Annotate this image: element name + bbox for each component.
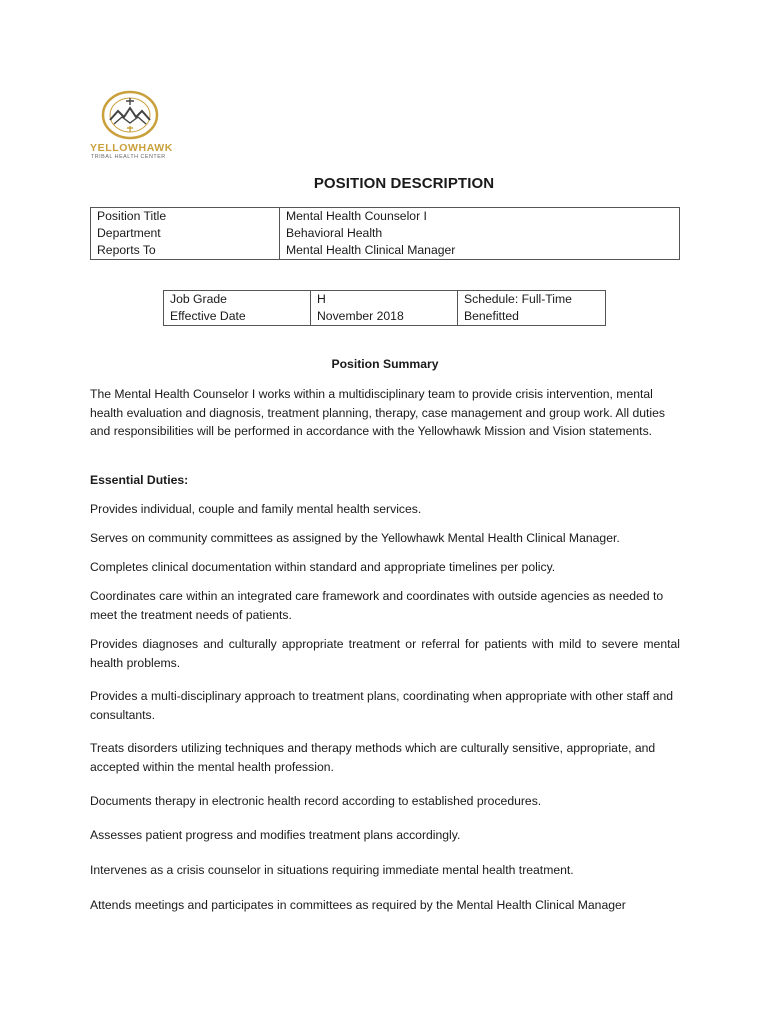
duty-item: Serves on community committees as assigned by the Yellowhawk Mental Health Clinical Manager.	[90, 531, 620, 545]
row-value: H	[311, 291, 458, 309]
position-info-table	[90, 207, 680, 260]
duty-item: Provides a multi-disciplinary approach to treatment plans, coordinating when appropriate with other staff and consultants.	[90, 689, 674, 722]
document-title: POSITION DESCRIPTION	[313, 175, 495, 192]
yellowhawk-logo-icon	[100, 90, 160, 140]
row-label: Effective Date	[164, 308, 311, 326]
summary-heading: Position Summary	[331, 357, 439, 371]
duty-item: Assesses patient progress and modifies treatment plans accordingly.	[90, 828, 461, 842]
duty-item: Documents therapy in electronic health record according to established procedures.	[90, 794, 542, 808]
table-row	[164, 291, 606, 309]
table-row	[91, 208, 680, 226]
row-extra: Schedule: Full-Time	[458, 291, 606, 309]
row-value: Mental Health Clinical Manager	[280, 242, 680, 260]
row-value: November 2018	[311, 308, 458, 326]
row-label: Position Title	[91, 208, 280, 226]
logo-wordmark: YELLOWHAWK	[90, 142, 173, 154]
row-value: Mental Health Counselor I	[280, 208, 680, 226]
duty-item: Completes clinical documentation within standard and appropriate timelines per policy.	[90, 560, 556, 574]
duty-item: Coordinates care within an integrated care framework and coordinates with outside agencies as needed to meet the treatment needs of patients.	[90, 589, 664, 622]
organization-logo	[88, 90, 178, 162]
duty-item: Treats disorders utilizing techniques and therapy methods which are culturally sensitive, appropriate, and accepted within the mental health profession.	[90, 741, 656, 774]
duty-item: Attends meetings and participates in committees as required by the Mental Health Clinical Manager	[90, 898, 626, 912]
table-row	[164, 308, 606, 326]
table-row	[91, 225, 680, 242]
logo-subtitle: TRIBAL HEALTH CENTER	[91, 154, 166, 160]
grade-info-table	[163, 290, 606, 326]
row-value: Behavioral Health	[280, 225, 680, 242]
row-label: Job Grade	[164, 291, 311, 309]
duties-heading: Essential Duties:	[90, 473, 189, 487]
row-label: Reports To	[91, 242, 280, 260]
table-row	[91, 242, 680, 260]
duty-item: Provides diagnoses and culturally appropriate treatment or referral for patients with mild to severe mental health problems.	[90, 637, 680, 670]
summary-text: The Mental Health Counselor I works within a multidisciplinary team to provide crisis intervention, mental health evaluation and diagnosis, treatment planning, therapy, case management and group work. All duties and responsibilities will be performed in accordance with the Yellowhawk Mission and Vision statements.	[90, 387, 665, 439]
duty-item: Intervenes as a crisis counselor in situations requiring immediate mental health treatment.	[90, 863, 574, 877]
row-extra: Benefitted	[458, 308, 606, 326]
row-label: Department	[91, 225, 280, 242]
duty-item: Provides individual, couple and family mental health services.	[90, 502, 422, 516]
